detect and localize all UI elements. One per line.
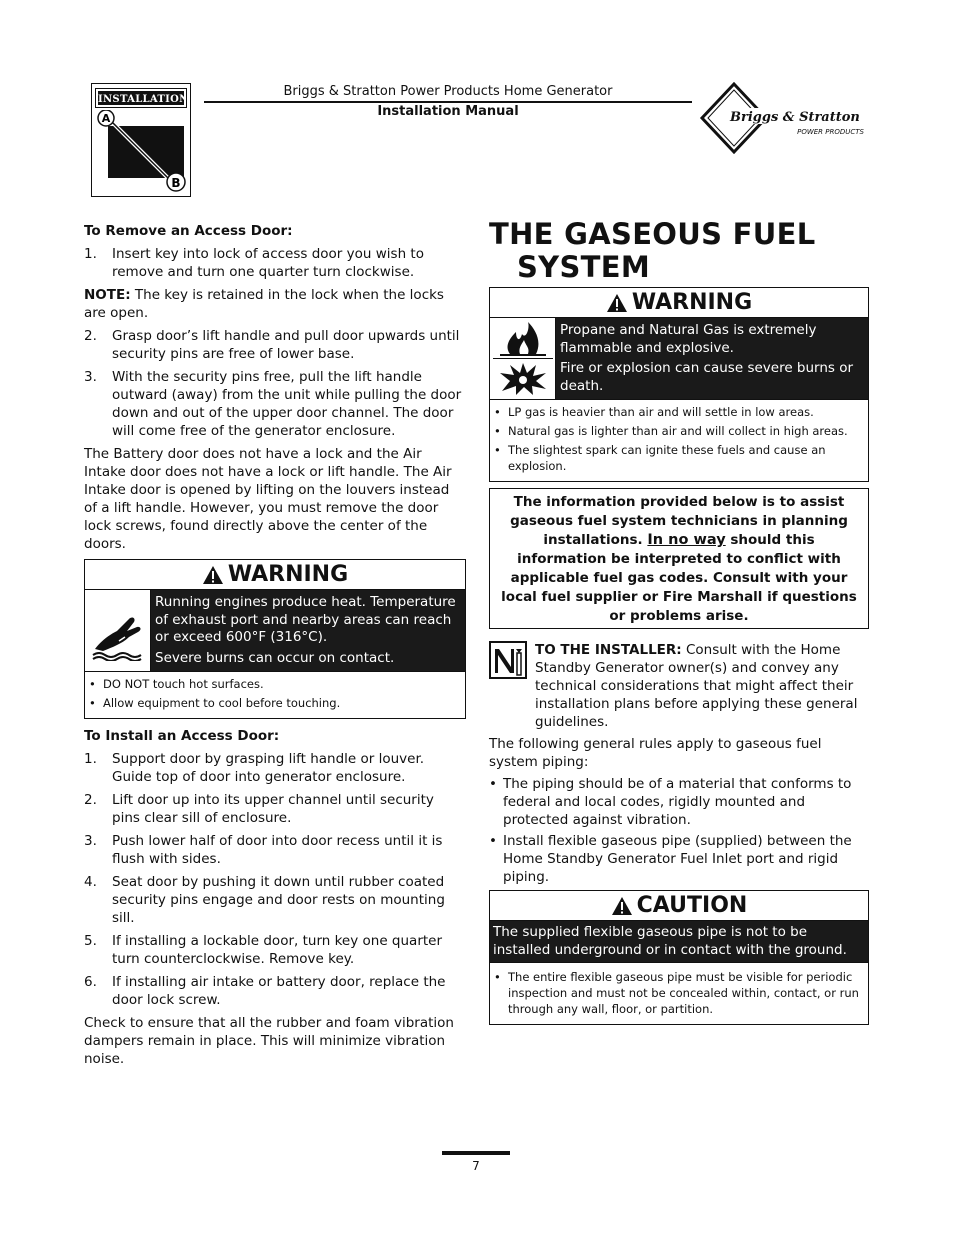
logo-sub-text: POWER PRODUCTS	[797, 128, 864, 136]
list-item: • LP gas is heavier than air and will settle in low areas.	[494, 405, 814, 419]
note-paragraph: NOTE: The key is retained in the lock when the locks are open.	[84, 287, 444, 321]
fire-icon	[496, 320, 550, 356]
hot-surface-icon	[85, 590, 151, 671]
gas-warning-box	[489, 287, 869, 482]
page-number: 7	[442, 1151, 510, 1173]
left-column	[84, 222, 466, 1073]
installation-badge-label: INSTALLATION	[96, 89, 186, 107]
warning-label: WARNING	[227, 561, 349, 587]
logo-main-text: Briggs & Stratton	[730, 110, 860, 125]
warning-text-primary: Propane and Natural Gas is extremely flammable and explosive.	[560, 322, 817, 356]
install-door-heading: To Install an Access Door:	[84, 728, 280, 744]
list-item: 1. Support door by grasping lift handle or louver. Guide top of door into generator enclosure.	[84, 751, 425, 785]
list-item: • The slightest spark can ignite these fuels and cause an explosion.	[494, 443, 826, 473]
remove-door-heading: To Remove an Access Door:	[84, 223, 293, 239]
header-divider	[204, 101, 692, 103]
list-item: • The piping should be of a material that conforms to federal and local codes, rigidly mounted and protected against vibration.	[489, 776, 852, 828]
explosion-icon	[496, 361, 550, 397]
list-item: 1. Insert key into lock of access door you wish to remove and turn one quarter turn clockwise.	[84, 246, 424, 280]
list-item: 4. Seat door by pushing it down until rubber coated security pins engage and door rests on mounting sill.	[84, 874, 445, 926]
list-item: • Natural gas is lighter than air and will collect in high areas.	[494, 424, 848, 438]
list-item: 6. If installing air intake or battery door, replace the door lock screw.	[84, 974, 446, 1008]
list-item: 3. Push lower half of door into door recess until it is flush with sides.	[84, 833, 443, 867]
warning-text-secondary: Fire or explosion can cause severe burns or death.	[560, 360, 854, 394]
point-a-label: A	[101, 112, 111, 125]
caution-box	[489, 890, 869, 1025]
warning-header	[490, 288, 868, 318]
installer-note: TO THE INSTALLER: Consult with the Home Standby Generator owner(s) and convey any technical considerations that might affect their installation plans before applying these general guidelines.	[489, 641, 869, 731]
installer-note-icon	[489, 641, 527, 679]
hot-surface-warning-box	[84, 559, 466, 719]
warning-text-primary: Running engines produce heat. Temperature of exhaust port and nearby areas can reach or exceed 600°F (316°C).	[155, 594, 456, 645]
header-subtitle: Installation Manual	[377, 104, 519, 119]
installer-label: TO THE INSTALLER:	[535, 642, 682, 658]
warning-triangle-icon	[611, 896, 633, 916]
warning-text-secondary: Severe burns can occur on contact.	[155, 649, 395, 666]
briggs-stratton-logo	[698, 82, 870, 154]
list-item: 2. Grasp door’s lift handle and pull door upwards until security pins are free of lower base.	[84, 328, 460, 362]
rules-intro: The following general rules apply to gaseous fuel system piping:	[489, 736, 822, 770]
caution-bullet-list	[490, 962, 868, 1024]
point-b-label: B	[171, 176, 181, 190]
list-item: • Allow equipment to cool before touching.	[89, 696, 341, 710]
section-title: THE GASEOUS FUEL SYSTEM	[489, 217, 816, 284]
header-title: Briggs & Stratton Power Products Home Generator	[283, 84, 613, 99]
a-to-b-diagram-icon	[96, 110, 186, 194]
warning-triangle-icon	[202, 565, 224, 585]
list-item: • DO NOT touch hot surfaces.	[89, 677, 264, 691]
technician-info-box: The information provided below is to assist gaseous fuel system technicians in planning installations. In no way should this information be interpreted to conflict with applicable fuel gas codes. Consult with your local fuel supplier or Fire Marshall if questions or problems arise.	[489, 488, 869, 629]
right-column	[489, 218, 869, 1025]
vibration-dampers-paragraph: Check to ensure that all the rubber and foam vibration dampers remain in place. This will minimize vibration noise.	[84, 1015, 454, 1067]
warning-bullet-list	[490, 399, 868, 481]
battery-door-paragraph: The Battery door does not have a lock and the Air Intake door does not have a lock or lift handle. The Air Intake door is opened by lifting on the louvers instead of a lift handle. However, you must remove the door lock screws, found directly above the center of the doors.	[84, 446, 452, 552]
caution-label: CAUTION	[636, 892, 748, 918]
note-label: NOTE:	[84, 287, 131, 303]
warning-triangle-icon	[606, 293, 628, 313]
list-item: 5. If installing a lockable door, turn key one quarter turn counterclockwise. Remove key.	[84, 933, 443, 967]
warning-label: WARNING	[631, 289, 753, 315]
warning-header	[85, 560, 465, 590]
list-item: • The entire flexible gaseous pipe must be visible for periodic inspection and must not be concealed within, contact, or run through any wall, floor, or partition.	[494, 970, 859, 1016]
list-item: 3. With the security pins free, pull the lift handle outward (away) from the unit while pulling the door down and out of the upper door channel. The door will come free of the generator enclosure.	[84, 369, 462, 439]
caution-text: The supplied flexible gaseous pipe is not to be installed underground or in contact with the ground.	[490, 921, 868, 962]
installation-badge	[91, 83, 191, 197]
in-no-way-emphasis: In no way	[647, 532, 726, 548]
caution-header	[490, 891, 868, 921]
hazard-icons	[490, 318, 556, 399]
list-item: • Install flexible gaseous pipe (supplied) between the Home Standby Generator Fuel Inlet port and rigid piping.	[489, 833, 852, 885]
list-item: 2. Lift door up into its upper channel until security pins clear sill of enclosure.	[84, 792, 434, 826]
warning-bullet-list	[85, 671, 465, 718]
